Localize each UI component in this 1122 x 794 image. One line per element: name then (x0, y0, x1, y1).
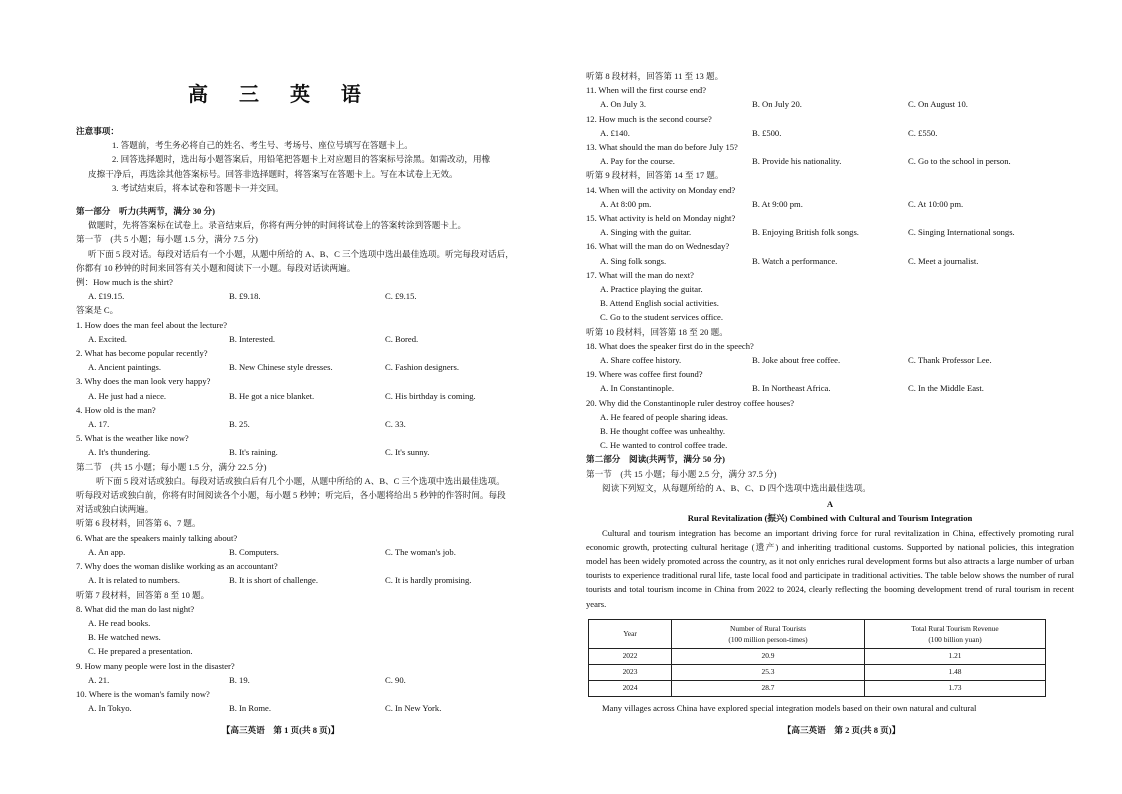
page-1-content (76, 124, 546, 715)
option-a: A. Practice playing the guitar. (600, 284, 703, 295)
table-header-tourists (672, 619, 865, 648)
table-row (589, 648, 1046, 664)
question-9-options (76, 673, 546, 687)
question-5-options (76, 445, 546, 459)
option-c: C. His birthday is coming. (385, 390, 476, 401)
option-a: A. Share coffee history. (600, 355, 682, 366)
option-a: A. 17. (88, 419, 110, 430)
header-label: Number of Rural Tourists (730, 623, 806, 633)
option-a: A. It's thundering. (88, 447, 151, 458)
cell-revenue: 1.48 (865, 664, 1046, 680)
question-7-options (76, 573, 546, 587)
question-14: 14. When will the activity on Monday end? (586, 184, 736, 195)
option-c: C. Go to the student services office. (600, 312, 723, 323)
option-a: A. 21. (88, 674, 110, 685)
question-4: 4. How old is the man? (76, 404, 156, 415)
material-7: 听第 7 段材料，回答第 8 至 10 题。 (76, 589, 210, 600)
table-header-year: Year (589, 619, 672, 648)
exam-title: 高 三 英 语 (188, 82, 373, 106)
exam-page-2 (561, 0, 1122, 794)
question-5: 5. What is the weather like now? (76, 433, 189, 444)
cell-tourists: 28.7 (672, 680, 865, 696)
header-unit: (100 million person-times) (728, 634, 808, 644)
option-a: A. He read books. (88, 617, 151, 628)
option-b: B. On July 20. (752, 99, 802, 110)
option-c: C. Singing International songs. (908, 227, 1015, 238)
question-4-options (76, 417, 546, 431)
question-13-options (586, 154, 1074, 168)
table-header-row (589, 619, 1046, 648)
option-c: C. The woman's job. (385, 546, 456, 557)
question-16-options (586, 254, 1074, 268)
example-answer: 答案是 C。 (76, 305, 119, 316)
option-c: C. It's sunny. (385, 447, 430, 458)
option-b: B. 25. (229, 419, 250, 430)
question-16: 16. What will the man do on Wednesday? (586, 241, 730, 252)
option-b: B. Computers. (229, 546, 279, 557)
cell-revenue: 1.21 (865, 648, 1046, 664)
option-c: C. 33. (385, 419, 406, 430)
question-2: 2. What has become popular recently? (76, 348, 208, 359)
question-9: 9. How many people were lost in the disaster? (76, 660, 235, 671)
page-2-content (586, 69, 1074, 715)
question-2-options (76, 360, 546, 374)
option-a: A. In Tokyo. (88, 703, 132, 714)
question-19-options (586, 381, 1074, 395)
rural-tourism-table (588, 619, 1046, 697)
option-a: A. Sing folk songs. (600, 255, 667, 266)
table-row (589, 680, 1046, 696)
question-17: 17. What will the man do next? (586, 269, 694, 280)
option-b: B. In Rome. (229, 703, 272, 714)
article-paragraph-2: Many villages across China have explored special integration models based on their own natural and cultural (602, 702, 977, 713)
part1-intro: 做题时，先将答案标在试卷上。录音结束后，你将有两分钟的时间将试卷上的答案转涂到答题卡上。 (88, 220, 467, 231)
option-c: C. £550. (908, 127, 938, 138)
example-question: 例：How much is the shirt? (76, 277, 173, 288)
option-a: A. On July 3. (600, 99, 647, 110)
cell-revenue: 1.73 (865, 680, 1046, 696)
option-a: A. Pay for the course. (600, 156, 675, 167)
part2-sec1-heading: 第一节 (共 15 小题；每小题 2.5 分，满分 37.5 分) (586, 468, 777, 479)
option-a: A. At 8:00 pm. (600, 198, 652, 209)
part2-heading: 第二部分 阅读(共两节，满分 50 分) (586, 454, 725, 465)
option-b: B. Attend English social activities. (600, 298, 719, 309)
option-a: A. £19.15. (88, 291, 125, 302)
question-3: 3. Why does the man look very happy? (76, 376, 211, 387)
option-b: B. Provide his nationality. (752, 156, 842, 167)
passage-label: A (826, 499, 834, 510)
question-6: 6. What are the speakers mainly talking about? (76, 532, 238, 543)
option-a: A. It is related to numbers. (88, 575, 180, 586)
question-11-options (586, 97, 1074, 111)
option-a: A. He feared of people sharing ideas. (600, 411, 728, 422)
sec2-heading: 第二节 (共 15 小题；每小题 1.5 分，满分 22.5 分) (76, 461, 267, 472)
table-row (589, 664, 1046, 680)
question-6-options (76, 545, 546, 559)
page-2-footer: 【高三英语 第 2 页(共 8 页)】 (782, 725, 901, 735)
option-a: A. An app. (88, 546, 126, 557)
option-b: B. £500. (752, 127, 782, 138)
question-1: 1. How does the man feel about the lecture? (76, 319, 228, 330)
notice-item-1: 1. 答题前，考生务必将自己的姓名、考生号、考场号、座位号填写在答题卡上。 (112, 140, 413, 151)
question-18-options (586, 353, 1074, 367)
option-c: C. Fashion designers. (385, 362, 459, 373)
option-a: A. He just had a niece. (88, 390, 167, 401)
example-options (76, 289, 546, 303)
part1-heading: 第一部分 听力(共两节，满分 30 分) (76, 206, 215, 217)
option-c: C. In New York. (385, 703, 442, 714)
sec2-intro: 听下面 5 段对话或独白。每段对话或独白后有几个小题，从题中所给的 A、B、C 三个选项中选出最佳选项。 (96, 475, 505, 486)
notice-item-2-cont: 皮擦干净后，再选涂其他答案标号。回答非选择题时，将答案写在答题卡上。写在本试卷上无效。 (88, 168, 458, 179)
option-b: B. He watched news. (88, 632, 161, 643)
material-10: 听第 10 段材料，回答第 18 至 20 题。 (586, 326, 728, 337)
option-b: B. At 9:00 pm. (752, 198, 803, 209)
option-a: A. £140. (600, 127, 630, 138)
sec2-intro-end: 对话或独白读两遍。 (76, 504, 154, 515)
option-b: B. New Chinese style dresses. (229, 362, 333, 373)
material-6: 听第 6 段材料，回答第 6、7 题。 (76, 518, 201, 529)
option-a: A. In Constantinople. (600, 383, 674, 394)
option-b: B. He got a nice blanket. (229, 390, 315, 401)
option-b: B. £9.18. (229, 291, 261, 302)
option-c: C. On August 10. (908, 99, 968, 110)
option-b: B. Joke about free coffee. (752, 355, 841, 366)
sec1-intro-cont: 你都有 10 秒钟的时间来回答有关小题和阅读下一小题。每段对话读两遍。 (76, 262, 356, 273)
question-10-options (76, 701, 546, 715)
question-3-options (76, 389, 546, 403)
option-b: B. In Northeast Africa. (752, 383, 831, 394)
cell-year: 2024 (589, 680, 672, 696)
option-b: B. It is short of challenge. (229, 575, 319, 586)
option-b: B. 19. (229, 674, 250, 685)
option-c: C. He wanted to control coffee trade. (600, 440, 728, 451)
material-8: 听第 8 段材料，回答第 11 至 13 题。 (586, 71, 724, 81)
table-header-revenue (865, 619, 1046, 648)
option-c: C. It is hardly promising. (385, 575, 472, 586)
option-c: C. Bored. (385, 333, 419, 344)
article-paragraph-1: Cultural and tourism integration has become an important driving force for rural revitalization in China, effectively promoting rural economic growth, protecting cultural heritage (遗产) and inheriting traditional customs. Supported by national policies, this integration model has been widely promoted across the country, as it not only enriches rural development forms but also attracts a large number of urban tourists to experience traditional rural life, taste local food and participate in traditional activities. The table below shows the number of rural tourists and total tourism income in China from 2022 to 2024, clearly reflecting the booming development trend of rural tourism in recent years. (586, 527, 1074, 609)
question-8: 8. What did the man do last night? (76, 603, 195, 614)
cell-year: 2022 (589, 648, 672, 664)
question-13: 13. What should the man do before July 15? (586, 142, 738, 153)
question-20: 20. Why did the Constantinople ruler destroy coffee houses? (586, 397, 795, 408)
notice-item-3: 3. 考试结束后，将本试卷和答题卡一并交回。 (112, 182, 284, 193)
option-a: A. Singing with the guitar. (600, 227, 692, 238)
notice-item-2: 2. 回答选择题时，选出每小题答案后，用铅笔把答题卡上对应题目的答案标号涂黑。如需改动，用橡 (112, 154, 491, 165)
question-15: 15. What activity is held on Monday night? (586, 213, 736, 224)
cell-tourists: 20.9 (672, 648, 865, 664)
question-14-options (586, 197, 1074, 211)
option-c: C. Meet a journalist. (908, 255, 979, 266)
question-18: 18. What does the speaker first do in the speech? (586, 340, 754, 351)
article-title: Rural Revitalization (振兴) Combined with Cultural and Tourism Integration (687, 513, 973, 524)
option-c: C. Thank Professor Lee. (908, 355, 992, 366)
question-7: 7. Why does the woman dislike working as an accountant? (76, 561, 278, 572)
option-c: C. £9.15. (385, 291, 417, 302)
option-c: C. He prepared a presentation. (88, 646, 193, 657)
option-b: B. He thought coffee was unhealthy. (600, 426, 726, 437)
sec1-intro: 听下面 5 段对话。每段对话后有一个小题，从题中所给的 A、B、C 三个选项中选出最佳选项。听完每段对话后， (88, 248, 514, 259)
option-c: C. 90. (385, 674, 406, 685)
notice-heading: 注意事项： (76, 126, 119, 136)
option-c: C. Go to the school in person. (908, 156, 1011, 167)
option-b: B. Interested. (229, 333, 276, 344)
part2-sec1-intro: 阅读下列短文，从每题所给的 A、B、C、D 四个选项中选出最佳选项。 (602, 482, 871, 493)
page-1-footer: 【高三英语 第 1 页(共 8 页)】 (221, 725, 340, 735)
option-c: C. At 10:00 pm. (908, 198, 964, 209)
option-c: C. In the Middle East. (908, 383, 984, 394)
option-b: B. Enjoying British folk songs. (752, 227, 859, 238)
option-a: A. Ancient paintings. (88, 362, 162, 373)
question-10: 10. Where is the woman's family now? (76, 688, 210, 699)
header-unit: (100 billion yuan) (928, 634, 982, 644)
question-15-options (586, 225, 1074, 239)
cell-year: 2023 (589, 664, 672, 680)
option-a: A. Excited. (88, 333, 127, 344)
sec2-intro-cont: 听每段对话或独白前，你将有时间阅读各个小题，每小题 5 秒钟；听完后，各小题将给出 5 秒钟的作答时间。每段 (76, 490, 506, 501)
question-12: 12. How much is the second course? (586, 113, 712, 124)
question-19: 19. Where was coffee first found? (586, 369, 703, 380)
material-9: 听第 9 段材料，回答第 14 至 17 题。 (586, 170, 724, 181)
question-1-options (76, 332, 546, 346)
cell-tourists: 25.3 (672, 664, 865, 680)
option-b: B. Watch a performance. (752, 255, 838, 266)
question-12-options (586, 126, 1074, 140)
header-label: Total Rural Tourism Revenue (911, 623, 999, 633)
option-b: B. It's raining. (229, 447, 278, 458)
question-11: 11. When will the first course end? (586, 85, 707, 96)
sec1-heading: 第一节 (共 5 小题；每小题 1.5 分，满分 7.5 分) (76, 234, 258, 245)
